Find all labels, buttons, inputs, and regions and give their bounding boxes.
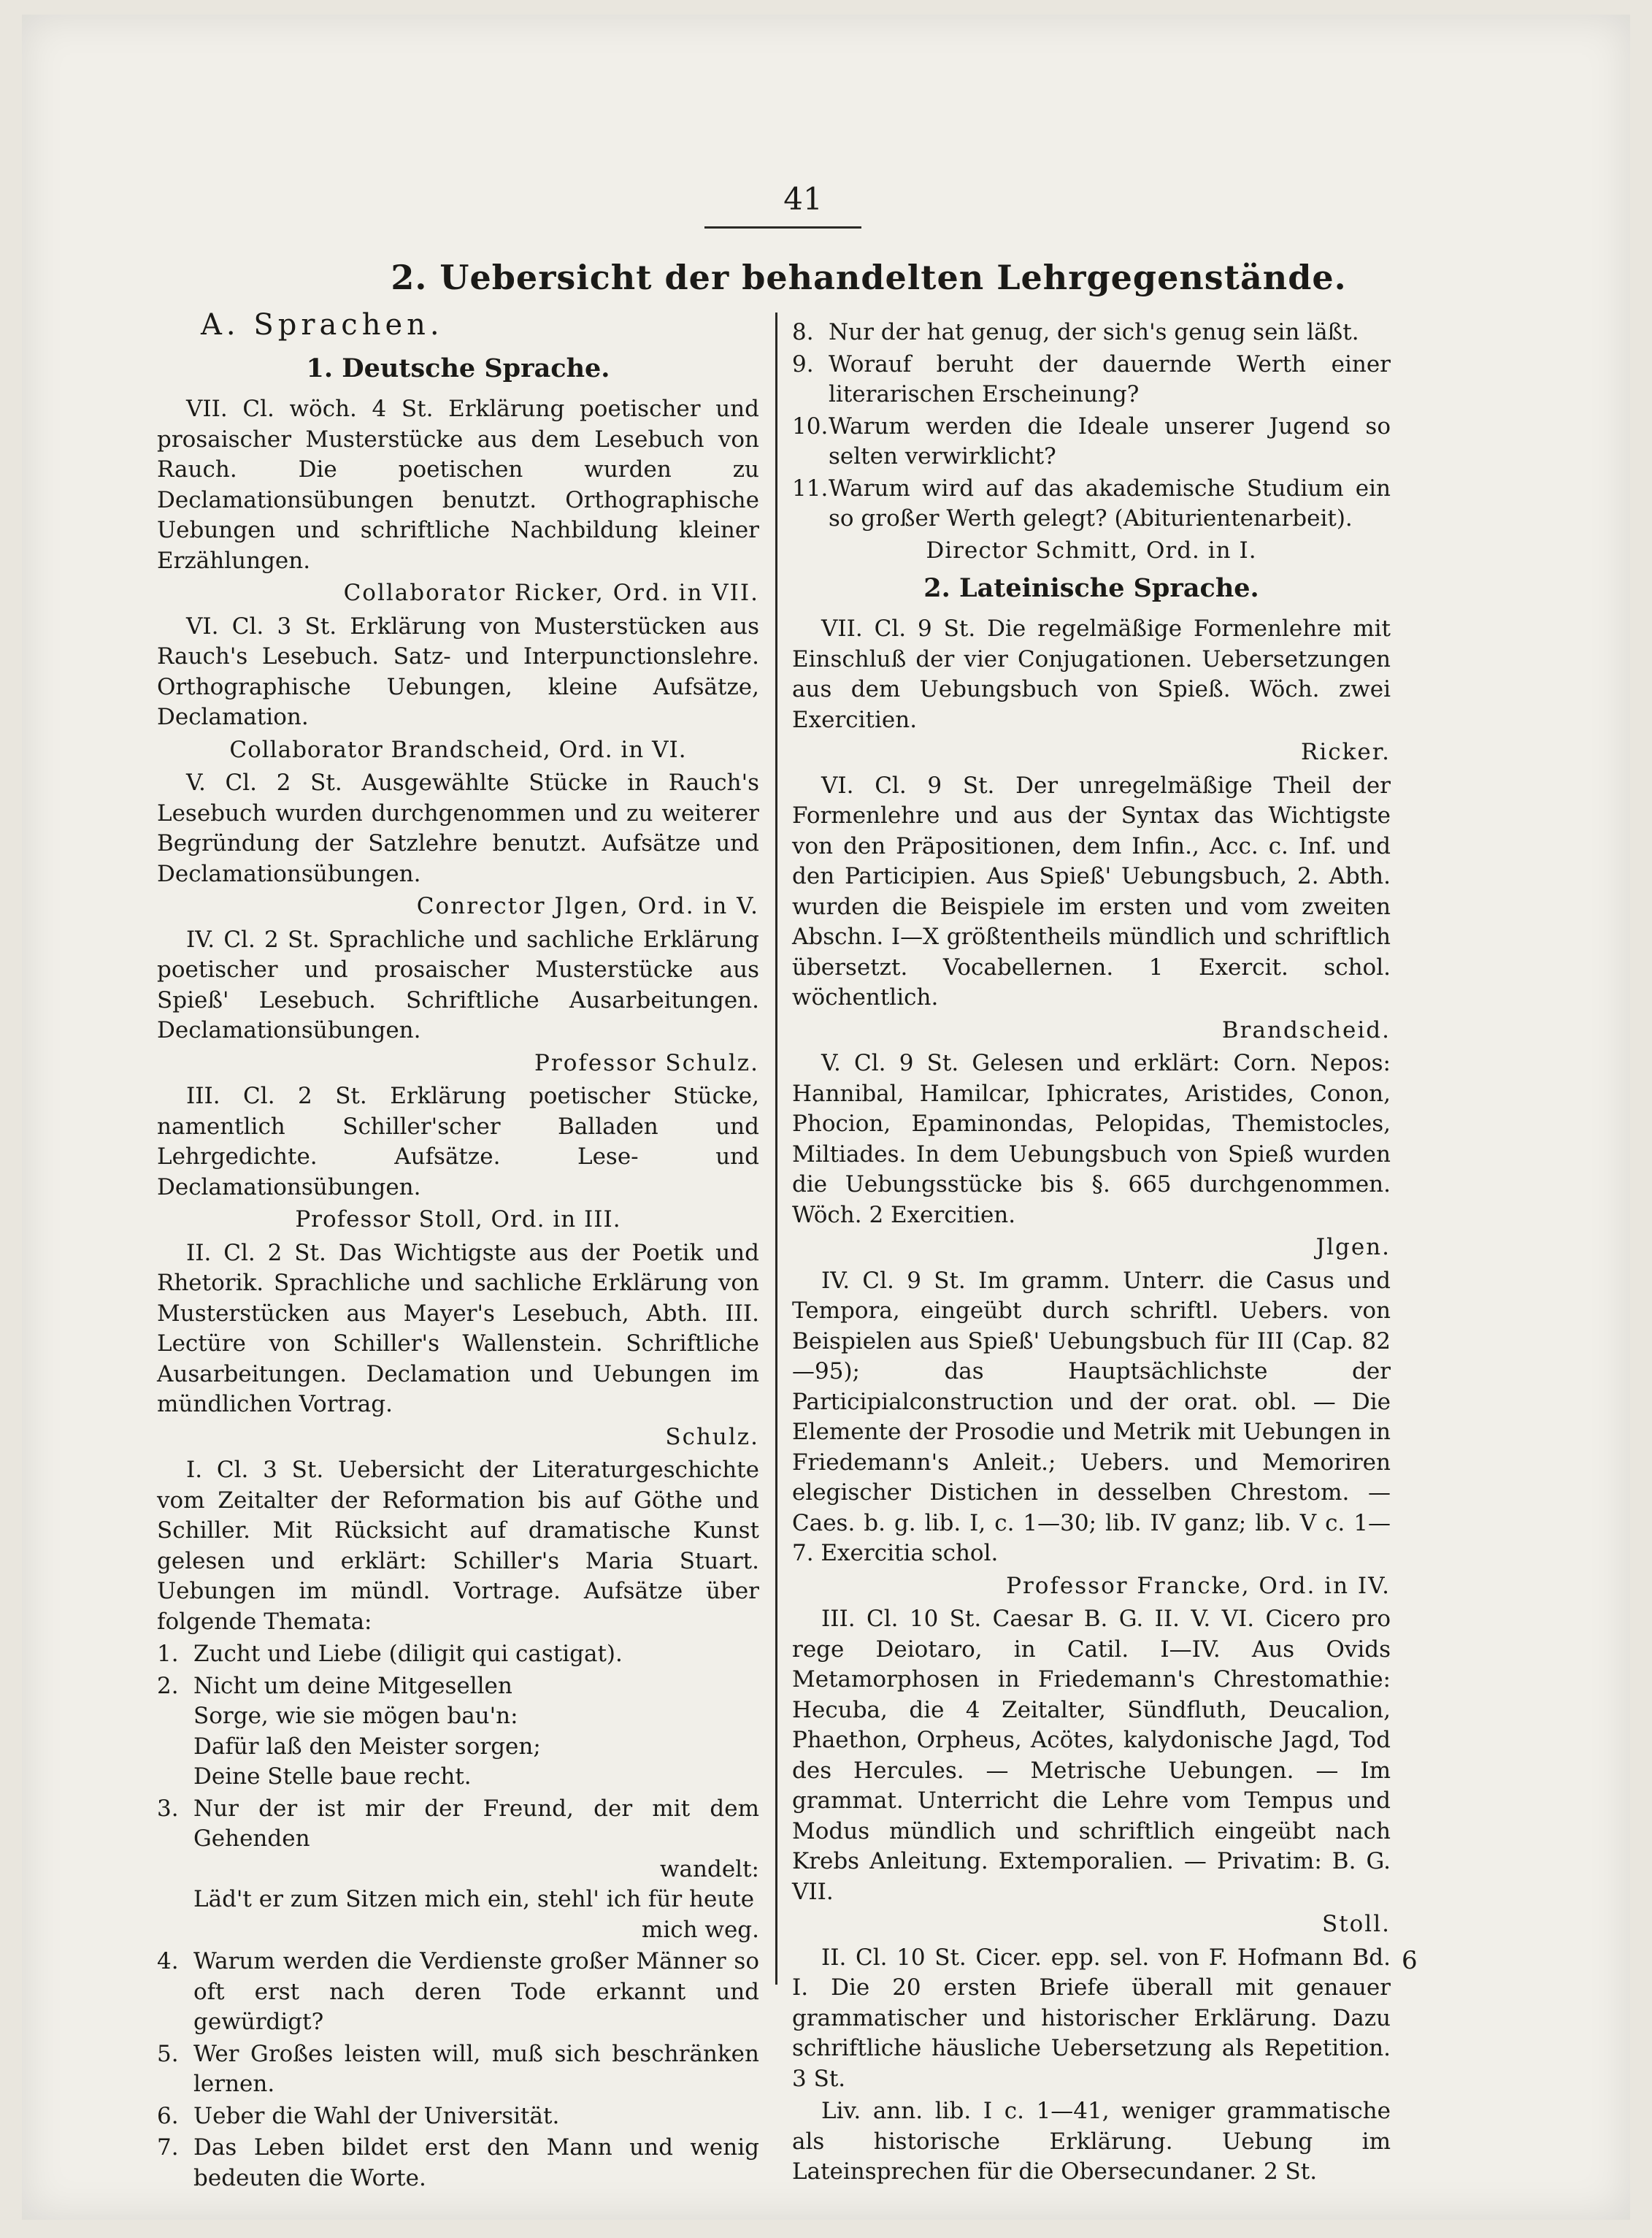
item-text: Nur der hat genug, der sich's genug sein läßt. [829,319,1359,345]
deutsch-vii-teacher: Collaborator Ricker, Ord. in VII. [343,580,759,606]
deutsch-vii: VII. Cl. wöch. 4 St. Erklärung poetischer und prosaischer Musterstücke aus dem Lesebuch von Rauch. Die poetischen wurden zu Declamationsübungen benutzt. Orthographische Uebungen und schriftliche Nachbildung kleiner Erzählungen. [157,396,759,574]
deutsch-heading: 1. Deutsche Sprache. [306,353,610,383]
item-text: Zucht und Liebe (diligit qui castigat). [193,1641,623,1667]
list-item [792,474,1391,534]
list-item [157,2039,759,2100]
deutsch-ii: II. Cl. 2 St. Das Wichtigste aus der Poetik und Rhetorik. Sprachliche und sachliche Erklärung von Musterstücken aus Mayer's Lesebuch, Abth. III. Lectüre von Schiller's Wallenstein. Schriftliche Ausarbeitungen. Declamation und Uebungen im mündlichen Vortrag. [157,1239,759,1417]
page-number-rule [704,226,861,229]
deutsch-iii: III. Cl. 2 St. Erklärung poetischer Stücke, namentlich Schiller'scher Balladen und Lehrgedichte. Aufsätze. Lese- und Declamationsübungen. [157,1083,759,1200]
themata-list-right [792,318,1391,534]
item-text: Ueber die Wahl der Universität. [193,2102,560,2129]
latein-v: V. Cl. 9 St. Gelesen und erklärt: Corn. Nepos: Hannibal, Hamilcar, Iphicrates, Aristides, Conon, Phocion, Epaminondas, Pelopidas, Themistocles, Miltiades. In dem Uebungsbuch von Spieß wurden die Uebungsstücke bis §. 665 durchgenommen. Wöch. 2 Exercitien. [792,1050,1391,1228]
item-text: Warum werden die Verdienste großer Männer so oft erst nach deren Tode erkannt und gewürdigt? [193,1948,759,2035]
list-item [157,1639,759,1670]
list-item [157,1947,759,2038]
deutsch-ii-teacher: Schulz. [665,1423,759,1450]
poem-line: Deine Stelle baue recht. [193,1763,472,1790]
poem-line: Sorge, wie sie mögen bau'n: [193,1703,518,1729]
item-number: 9. [792,350,814,378]
deutsch-iii-teacher: Professor Stoll, Ord. in III. [295,1206,621,1233]
poem-line: Nicht um deine Mitgesellen [193,1672,512,1699]
poem-line: Dafür laß den Meister sorgen; [193,1733,541,1760]
item-number: 3. [157,1795,179,1822]
list-item [157,1794,759,1946]
item-text: Wer Großes leisten will, muß sich beschränken lernen. [193,2040,759,2097]
section-a-heading: A. Sprachen. [201,308,444,342]
right-column [792,318,1391,2190]
themata-list-left [157,1639,759,2193]
page-number: 41 [783,181,823,217]
deutsch-v-teacher: Conrector Jlgen, Ord. in V. [416,893,759,919]
item-text: Das Leben bildet erst den Mann und wenig bedeuten die Worte. [193,2134,759,2191]
latein-v-teacher: Jlgen. [1315,1234,1391,1260]
deutsch-iv: IV. Cl. 2 St. Sprachliche und sachliche Erklärung poetischer und prosaischer Musterstücke aus Spieß' Lesebuch. Schriftliche Ausarbeitungen. Declamationsübungen. [157,926,759,1043]
latein-heading: 2. Lateinische Sprache. [923,573,1259,603]
list-item [157,2101,759,2132]
signature-mark: 6 [1402,1946,1418,1975]
item-text: Warum werden die Ideale unserer Jugend so selten verwirklicht? [829,413,1391,470]
list-item [792,412,1391,472]
list-item [792,318,1391,348]
deutsch-vi-teacher: Collaborator Brandscheid, Ord. in VI. [229,736,687,763]
poem-line: Nur der ist mir der Freund, der mit dem Gehenden [193,1795,759,1852]
item-number: 6. [157,2102,179,2129]
latein-vii-teacher: Ricker. [1300,739,1391,765]
item-number: 4. [157,1948,179,1974]
latein-iv-teacher: Professor Francke, Ord. in IV. [1006,1572,1391,1599]
item-number: 7. [157,2134,179,2161]
left-column [157,304,759,2195]
latein-vi: VI. Cl. 9 St. Der unregelmäßige Theil der Formenlehre und aus der Syntax das Wichtigste von den Präpositionen, dem Infin., Acc. c. Inf. und den Participien. Aus Spieß' Uebungsbuch, 2. Abth. wurden die Beispiele im ersten und vom zweiten Abschn. I—X größtentheils mündlich und schriftlich übersetzt. Vocabellernen. 1 Exercit. schol. wöchentlich. [792,772,1391,1011]
list-item [157,2133,759,2193]
item-number: 1. [157,1641,179,1667]
latein-iv: IV. Cl. 9 St. Im gramm. Unterr. die Casus und Tempora, eingeübt durch schriftl. Uebers. von Beispielen aus Spieß' Uebungsbuch für III (Cap. 82—95); das Hauptsächlichste der Participialconstruction und der orat. obl. — Die Elemente der Prosodie und Metrik mit Uebungen in Friedemann's Anleit.; Uebers. und Memoriren elegischer Distichen in desselben Chrestom. — Caes. b. g. lib. I, c. 1—30; lib. IV ganz; lib. V c. 1—7. Exercitia schol. [792,1267,1391,1566]
poem-line: wandelt: [660,1855,759,1882]
page-sheet [22,15,1630,2220]
item-text: Worauf beruht der dauernde Werth einer literarischen Erscheinung? [829,350,1391,407]
deutsch-i-teacher: Director Schmitt, Ord. in I. [926,537,1257,564]
item-number: 8. [792,319,814,345]
latein-ii-livius: Liv. ann. lib. I c. 1—41, weniger grammatische als historische Erklärung. Uebung im Lateinsprechen für die Obersecundaner. 2 St. [792,2098,1391,2185]
deutsch-v: V. Cl. 2 St. Ausgewählte Stücke in Rauch's Lesebuch wurden durchgenommen und zu weiterer Begründung der Satzlehre benutzt. Aufsätze und Declamationsübungen. [157,770,759,887]
item-text: Warum wird auf das akademische Studium ein so großer Werth gelegt? (Abiturientenarbeit). [829,475,1391,532]
deutsch-vi: VI. Cl. 3 St. Erklärung von Musterstücken aus Rauch's Lesebuch. Satz- und Interpunctionslehre. Orthographische Uebungen, kleine Aufsätze, Declamation. [157,613,759,730]
latein-iii-teacher: Stoll. [1321,1911,1391,1937]
item-number: 2. [157,1672,179,1699]
deutsch-i: I. Cl. 3 St. Uebersicht der Literaturgeschichte vom Zeitalter der Reformation bis auf Göthe und Schiller. Mit Rücksicht auf dramatische Kunst gelesen und erklärt: Schiller's Maria Stuart. Uebungen im mündl. Vortrage. Aufsätze über folgende Themata: [157,1457,759,1635]
item-number: 11. [792,475,829,502]
deutsch-iv-teacher: Professor Schulz. [534,1049,759,1076]
main-title: 2. Uebersicht der behandelten Lehrgegenstände. [391,258,1347,297]
latein-ii: II. Cl. 10 St. Cicer. epp. sel. von F. Hofmann Bd. I. Die 20 ersten Briefe überall mit genauer grammatischer und historischer Erklärung. Dazu schriftliche häusliche Uebersetzung als Repetition. 3 St. [792,1944,1391,2092]
poem-line: mich weg. [641,1916,759,1943]
poem-line: Läd't er zum Sitzen mich ein, stehl' ich für heute [193,1886,755,1912]
list-item [792,350,1391,410]
latein-vi-teacher: Brandscheid. [1221,1016,1391,1043]
latein-iii: III. Cl. 10 St. Caesar B. G. II. V. VI. Cicero pro rege Deiotaro, in Catil. I—IV. Aus Ovids Metamorphosen in Friedemann's Chrestomathie: Hecuba, die 4 Zeitalter, Sündfluth, Deucalion, Phaethon, Orpheus, Acötes, kalydonische Jagd, Tod des Hercules. — Metrische Uebungen. — Im grammat. Unterricht die Lehre vom Tempus und Modus mündlich und schriftlich eingeübt nach Krebs Anleitung. Extemporalien. — Privatim: B. G. VII. [792,1606,1391,1905]
latein-vii: VII. Cl. 9 St. Die regelmäßige Formenlehre mit Einschluß der vier Conjugationen. Uebersetzungen aus dem Uebungsbuch von Spieß. Wöch. zwei Exercitien. [792,616,1391,733]
item-number: 10. [792,413,829,440]
item-number: 5. [157,2040,179,2067]
list-item [157,1671,759,1793]
column-separator [775,313,777,1985]
